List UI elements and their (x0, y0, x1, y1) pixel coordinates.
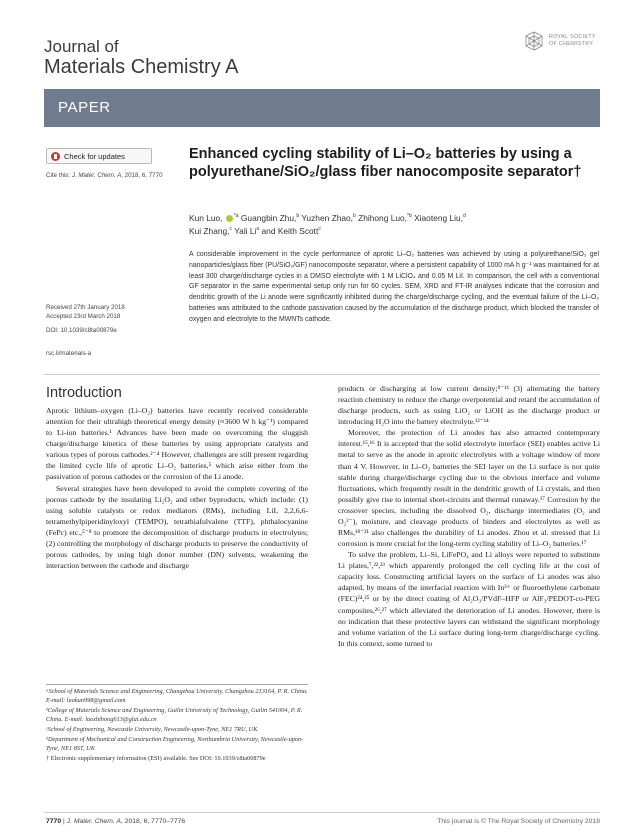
paragraph: Several strategies have been developed to avoid the complete covering of the porous cathode by the insulating Li₂O₂ and other byproducts, which include: (1) using soluble catalysts or redox mediators (RMs), including LiI, 2,2,6,6-tetramethylpiperidinyloxyl (TEMPO), tetrathiafulvalene (TTF), phthalocyanine (FePc) etc.,⁵⁻⁸ to promote the decomposition of discharge products in electrolytes; (2) controlling the morphology of discharge products to preserve the conductivity of porous cathodes, by using high donor number (DN) solvents, weakening the interaction between the cathode and discharge (46, 483, 308, 571)
check-for-updates-label: Check for updates (64, 151, 125, 161)
author: Xiaoteng Liu, (414, 213, 463, 223)
article-dates (46, 304, 166, 336)
article-type-label: PAPER (58, 99, 111, 116)
footer-citation: 7770 | J. Mater. Chem. A, 2018, 6, 7770–7776 (46, 818, 186, 825)
affiliation: ᵈDepartment of Mechanical and Construction Engineering, Northumbria University, Newcastle-upon-Tyne, NE1 8ST, UK (46, 735, 304, 752)
author: and Keith Scott (261, 226, 319, 237)
footnotes (46, 688, 308, 765)
journal-name-line2: Materials Chemistry A (44, 56, 239, 78)
page-number: 7770 (46, 818, 62, 825)
doi: DOI: 10.1039/c8ta00879e (46, 326, 117, 334)
article-title: Enhanced cycling stability of Li–O₂ batteries by using a polyurethane/SiO₂/glass fiber nanocomposite separator† (189, 146, 582, 181)
author: Kui Zhang, (189, 226, 230, 237)
check-for-updates-button[interactable] (46, 148, 152, 164)
left-column (46, 405, 308, 571)
abstract: A considerable improvement in the cycle performance of aprotic Li–O₂ batteries was achieved by using a polyurethane/SiO₂ gel nanoparticles/glass fiber (PU/SiO₂/GF) nanocomposite separator, where a persistent capability of 1000 mA h g⁻¹ was maintained for at least 300 charge/discharge cycles in a DMSO electrolyte with 1 M LiClO₄ and 0.05 M LiI. In comparison, the cell with a conventional GF separator in the same experimental setup only run for 60 cycles. SEM, XRD and FT-IR analyses indicate that the corrosion and dendritic growth of the Li anode were significantly inhibited during the charge/discharge cycling, and the eventual failure of the Li–O₂ batteries was attributed to the cathode passivation caused by the accumulation of the discharge product, which blocked the transfer of oxygen and electrolyte to the MWNTs cathode. (189, 251, 599, 323)
article-type-banner (44, 89, 600, 127)
footer-copyright: This journal is © The Royal Society of Chemistry 2018 (437, 818, 600, 825)
journal-link[interactable]: rsc.li/materials-a (46, 350, 92, 357)
orcid-icon[interactable] (226, 215, 233, 222)
author: Guangbin Zhu, (240, 213, 297, 223)
divider (44, 374, 600, 375)
updates-icon (51, 152, 60, 161)
paragraph: Aprotic lithium–oxygen (Li–O₂) batteries have recently received considerable attention for their ultrahigh theoretical energy density (≈3600 W h kg⁻¹) compared to Li-ion batteries.¹ Advances have been made on overcoming the sluggish charge/discharge kinetics of these batteries by using appropriate catalysts and various types of porous cathodes.²⁻⁴ However, challenges are still present regarding the limited cycle life of aprotic Li–O₂ batteries,⁵ which arise either from the passivation of porous cathodes or the corrosion of the Li anode. (46, 406, 308, 482)
received-date: Received 27th January 2018 (46, 304, 125, 311)
paragraph: Moreover, the protection of Li anodes has also attracted contemporary interest.¹⁵,¹⁶ It is accepted that the solid electrolyte interface (SEI) enables active Li metal to serve as the anode in aprotic electrolytes with a voltage window of more than 4 V. However, in Li–O₂ batteries the SEI layer on the Li surface is not quite stable during charge/discharge cycling due to the obvious interface and volume fluctuations, which frequently result in the dendritic growth of Li crystals, and then possibly give rise to internal short-circuits and thermal runaway.¹⁷ Corrosion by the crossover species, including the dissolved O₂, discharge intermediates (O₂ and O₂²⁻), moisture, and cleavage products of binders and electrolytes as well as RMs,¹⁸⁻²¹ also challenges the durability of Li anodes. Zhou et al. stressed that Li corrosion is more crucial for the long-term cycling stability of Li–O₂ batteries.¹⁷ (338, 428, 600, 549)
right-column (338, 383, 600, 649)
paragraph: products or discharging at low current density;⁹⁻¹¹ (3) alternating the battery reaction chemistry to reduce the charge overpotential and retard the accumulation of discharge products, such as using LiO₂ or LiOH as the discharge product or introducing H₂O into the battery electrolyte.¹²⁻¹⁴ (338, 384, 600, 427)
rsc-logo-icon (520, 24, 600, 72)
journal-name-line1: Journal of (44, 37, 119, 56)
affiliation: ᵃSchool of Materials Science and Engineering, Changzhou University, Changzhou 213164, P. R. China. E-mail: luokun998@gmail.com (46, 688, 308, 704)
author: Yuzhen Zhao, (301, 213, 353, 223)
author-list: Kun Luo, $^{*a}$ Guangbin Zhu,$^b$ Yuzhen Zhao,$^b$ Zhihong Luo,$^{*b}$ Xiaoteng Liu,$^d$ Kui Zhang,$^c$ Yali Li$^a$ and Keith Scott$^c$ (189, 213, 466, 237)
author: Zhihong Luo, (358, 213, 408, 223)
publisher-name: ROYAL SOCIETY OF CHEMISTRY (549, 34, 596, 47)
journal-masthead (44, 38, 239, 77)
esi-note: † Electronic supplementary information (ESI) available. See DOI: 10.1039/c8ta00879e (46, 754, 266, 762)
affiliation: ᵇCollege of Materials Science and Engineering, Guilin University of Technology, Guilin 541004, P. R. China. E-mail: luozhihong613@glut.edu.cn (46, 706, 303, 723)
section-heading: Introduction (46, 385, 122, 401)
footnote-divider (46, 684, 308, 685)
footer-divider (44, 812, 600, 813)
author: Yali Li (234, 226, 257, 237)
accepted-date: Accepted 23rd March 2018 (46, 312, 121, 320)
citation: Cite this: J. Mater. Chem. A, 2018, 6, 7770 (46, 172, 163, 179)
author: Kun Luo, $^{*a}$ (189, 213, 239, 223)
affiliation: ᶜSchool of Engineering, Newcastle University, Newcastle-upon-Tyne, NE1 7RU, UK (46, 725, 258, 733)
paragraph: To solve the problem, Li–Si, LiFePO₄ and Li alloys were reported to substitute Li plates,⁷,²²,²³ which apparently prolonged the cell cycling life at the cost of capacity loss. Constructing artificial layers on the surface of Li anodes was also adapted, by means of the interfacial reaction with In³⁺ or fluoroethylene carbonate (FEC)²⁴,²⁵ or by the direct coating of Al₂O₃/PVdF–HFP or AlF₃/PEDOT-co-PEG composites,²⁶,²⁷ which alleviated the deterioration of Li anodes. However, there is no indication that these protective layers can withstand the significant morphology and volume variation of the Li surface during long-term charge/discharge cycling. In this context, some turned to (338, 550, 600, 648)
